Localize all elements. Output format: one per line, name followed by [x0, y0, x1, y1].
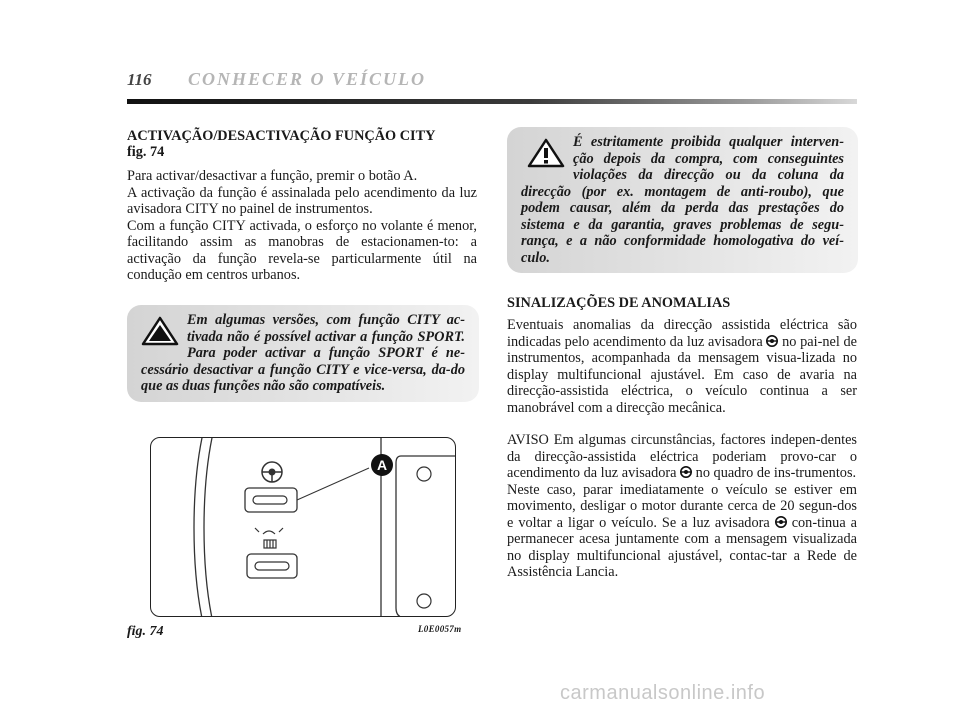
- steering-warning-icon: [766, 335, 778, 347]
- heading-city: ACTIVAÇÃO/DESACTIVAÇÃO FUNÇÃO CITY: [127, 128, 436, 144]
- note-city-sport: [127, 305, 479, 402]
- paragraph-action: Neste caso, parar imediatamente o veículo se estiver em movimento, desligar o motor durante cerca de 20 segun-dos e voltar a ligar o veículo. Se a luz avisadora con-tinua a permanecer acesa juntamente com a mensagem visualizada no display multifuncional ajustável, contac-tar a Rede de Assistência Lancia.: [507, 481, 857, 580]
- paragraph-aviso: AVISO Em algumas circunstâncias, factores indepen-dentes da direcção-assistida eléctrica poderiam provo-car o acendimento da luz avisadora no quadro de ins-trumentos.: [507, 432, 857, 481]
- figure-illustration: [151, 438, 456, 617]
- steering-warning-icon: [680, 466, 692, 478]
- warning-triangle-icon: [527, 138, 565, 168]
- heading-fig-ref: fig. 74: [127, 144, 165, 160]
- heading-anomalies: SINALIZAÇÕES DE ANOMALIAS: [507, 295, 731, 311]
- left-column: [127, 128, 477, 284]
- paragraph-anomalies: Eventuais anomalias da direcção assistida eléctrica são indicadas pelo acendimento da luz avisadora no pai-nel de instrumentos, acompanhada da mensagem visua-lizada no display multifuncional ajustável. Em caso de avaria na direcção-assistida eléctrica, o veículo continua a ser manobrável com a direcção mecânica.: [507, 317, 857, 416]
- paragraph-1: Para activar/desactivar a função, premir o botão A.: [127, 168, 418, 184]
- figure-caption: fig. 74: [127, 624, 164, 639]
- right-column: [507, 295, 857, 581]
- header-rule: [127, 99, 857, 104]
- warning-triangle-icon: [141, 316, 179, 346]
- note-prohibition: [507, 127, 858, 273]
- steering-warning-icon: [775, 516, 787, 528]
- note-city-sport-text: Em algumas versões, com função CITY ac-tivada não é possível activar a função SPORT. Para poder activar a função SPORT é ne-cessário desactivar a função CITY e vice-versa, da-do que as duas funções não são compatíveis.: [141, 312, 465, 394]
- paragraph-3: Com a função CITY activada, o esforço no volante é menor, facilitando assim as manobras de estacionamen-to: a activação da função revela-se particularmente útil na condução em centros urbanos.: [127, 217, 477, 283]
- watermark: carmanualsonline.info: [560, 682, 766, 704]
- figure-74: [150, 437, 456, 617]
- paragraph-2: A activação da função é assinalada pelo acendimento da luz avisadora CITY no painel de instrumentos.: [127, 184, 477, 217]
- figure-code: L0E0057m: [418, 624, 462, 634]
- figure-label-a: A: [376, 457, 388, 473]
- page-number: 116: [127, 70, 152, 89]
- section-title: CONHECER O VEÍCULO: [188, 69, 427, 89]
- note-prohibition-text: É estritamente proibida qualquer interven-ção depois da compra, com conseguintes violações da direcção ou da coluna da direcção (por ex. montagem de anti-roubo), que podem causar, além da perda das prestações do sistema e da garantia, graves problemas de segu-rança, e a não conformidade homologativa do veí-culo.: [521, 134, 844, 266]
